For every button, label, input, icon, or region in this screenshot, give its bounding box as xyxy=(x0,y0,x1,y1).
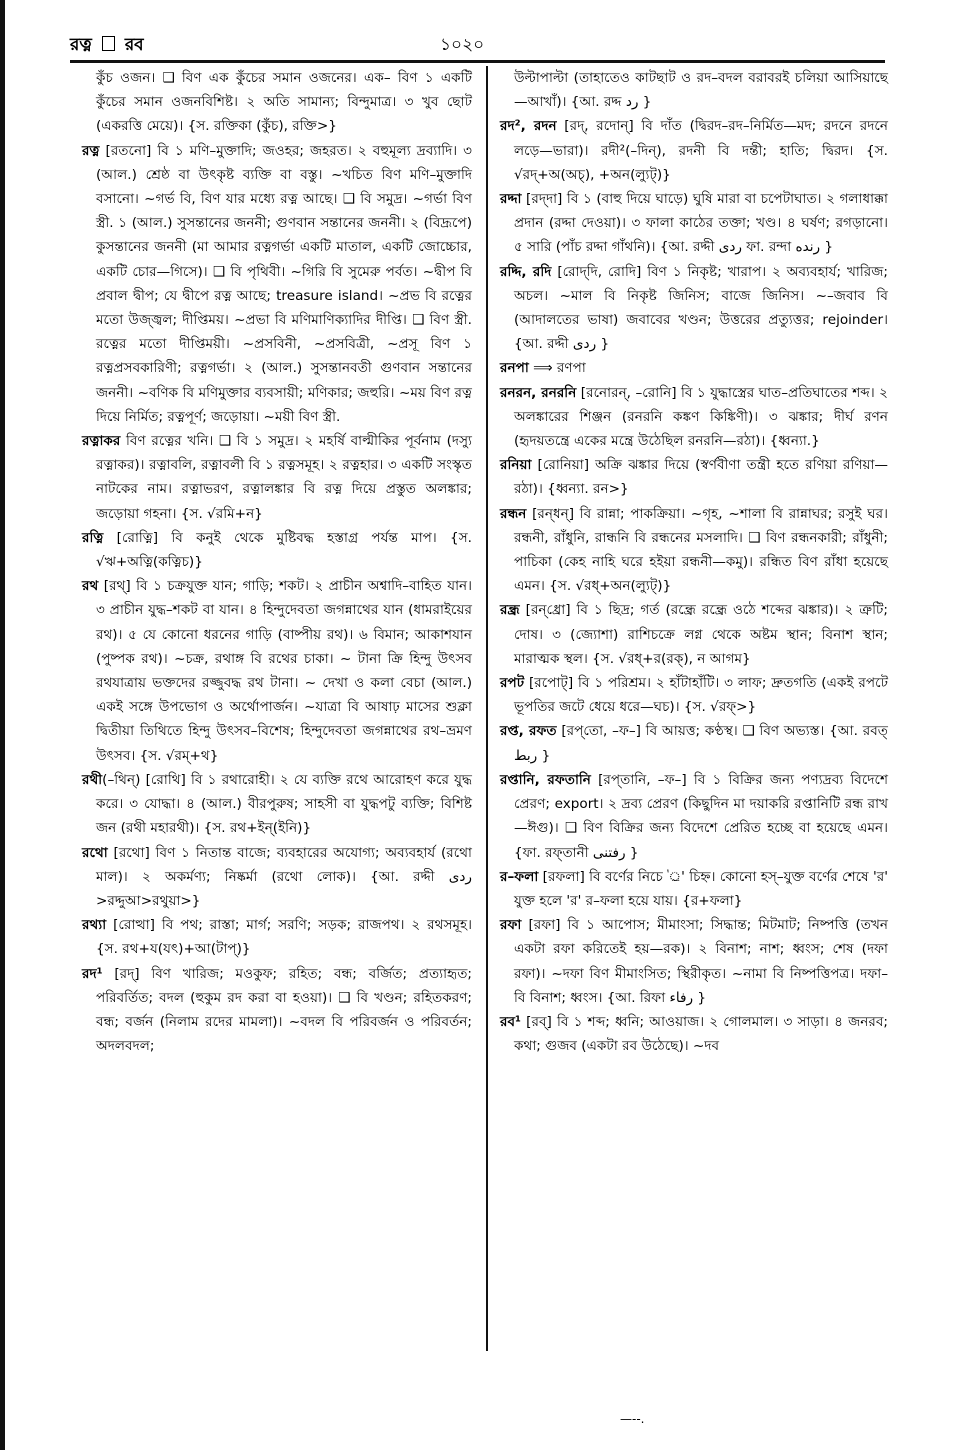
entry-definition: [রনোরন্, –রোনি] বি ১ যুদ্ধাস্ত্রের ঘাত–প্রতিঘাতের শব্দ। ২ অলঙ্কারের শিঞ্জন (রনরনি কঙ্কণ কিঙ্কিণী)। ৩ ঝঙ্কার; দীর্ঘ রণন (হৃদয়তন্ত্রে একের মন্ত্রে উঠেছিল রনরনি—রঠা)। {ধ্বন্যা.} xyxy=(514,384,888,450)
entry-definition: উল্টাপাল্টা (তাহাতেও কাটছাট ও রদ–বদল বরাবরই চলিয়া আসিয়াছে—আখাঁ)। {আ. রদ্দ رد } xyxy=(514,70,888,111)
entry-definition: [রফলা] বি বর্ণের নিচে '্র' চিহ্ন। কোনো হস্‌–যুক্ত বর্ণের শেষে 'র' যুক্ত হলে 'র' র–ফলা হয়ে যায়। {র+ফলা} xyxy=(514,868,888,909)
entry-headword: রব¹ xyxy=(500,1013,521,1030)
column-divider xyxy=(486,66,488,1351)
entry-headword: রনিয়া xyxy=(500,457,532,474)
entry-headword: র–ফলা xyxy=(500,868,539,885)
dictionary-entry xyxy=(500,913,888,1010)
dictionary-entry xyxy=(82,526,472,574)
page-number: ১০২০ xyxy=(440,35,485,55)
entry-headword: রনরন, রনরনি xyxy=(500,384,577,401)
entry-headword: রথ xyxy=(82,578,99,595)
entry-definition: [রথো] বিণ ১ নিতান্ত বাজে; ব্যবহারের অযোগ্য; অব্যবহার্য (রথো মাল)। ২ অকর্মণ্য; নিষ্কর্মা (রথো লোক)। {আ. রদ্দী ردی >রদ্দুআ>রথুয়া>} xyxy=(96,844,472,909)
entry-continuation xyxy=(500,66,888,114)
entry-headword: রদ্দি, রদি xyxy=(500,263,552,280)
dictionary-entry xyxy=(500,453,888,501)
entry-headword: রত্ন xyxy=(82,142,100,159)
right-column xyxy=(500,66,888,1058)
dictionary-entry xyxy=(500,356,888,380)
dictionary-entry xyxy=(500,187,888,260)
page-header xyxy=(70,32,890,58)
dictionary-entry xyxy=(500,768,888,865)
entry-definition: [রপোট্] বি ১ পরিশ্রম। ২ হাঁটাহাঁটি। ৩ লাফ; দ্রুতগতি (একই রপটে ভূপতির জটে ধেয়ে ধরে—ঘচ)। {স. √রফ্>} xyxy=(514,675,888,716)
dictionary-entry xyxy=(500,502,888,599)
entry-headword: রফা xyxy=(500,917,522,934)
entry-headword: রনপা xyxy=(500,360,529,377)
dictionary-entry xyxy=(500,671,888,719)
entry-headword: রপ্তানি, রফতানি xyxy=(500,771,591,788)
entry-definition: [রোনিয়া] অক্রি ঝঙ্কার দিয়ে (স্বর্ণবীণা তন্ত্রী হতে রণিয়া রণিয়া—রঠা)। {ধ্বন্যা. রন>} xyxy=(514,457,888,498)
entry-definition: [রন্‌ধ্রো] বি ১ ছিদ্র; গর্ত (রন্ধ্রে রন্ধ্রে ওঠে শব্দের ঝঙ্কার)। ২ ত্রুটি; দোষ। ৩ (জ্যোশা) রাশিচক্রে লগ্ন থেকে অষ্টম স্থান; বিনাশ স্থান; মারাত্মক স্থল। {স. √রধ্+র(রক্), ন আগম} xyxy=(514,602,888,667)
entry-headword: রথ্যা xyxy=(82,917,107,934)
entry-headword: রদ্দা xyxy=(500,191,522,208)
dictionary-entry xyxy=(500,865,888,913)
entry-definition: কুঁচ ওজন। ❑ বিণ এক কুঁচের সমান ওজনের। এক– বিণ ১ একটি কুঁচের সমান ওজনবিশিষ্ট। ২ অতি সামান্য; বিন্দুমাত্র। ৩ খুব ছোট (একরত্তি মেয়ে)। {স. রক্তিকা (কুঁচ), রক্তি>} xyxy=(96,70,472,135)
header-rule xyxy=(70,60,885,63)
guide-word-last: রব xyxy=(124,35,144,55)
entry-definition: [রদ্] বিণ খারিজ; মওকুফ; রহিত; বন্ধ; বর্জিত; প্রত্যাহৃত; পরিবর্তিত; বদল (হুকুম রদ করা বা হওয়া)। ❑ বি খণ্ডন; রহিতকরণ; বন্ধ; বর্জন (নিলাম রদের মামলা)। ~বদল বি পরিবর্জন ও পরিবর্তন; অদলবদল; xyxy=(96,965,472,1055)
entry-definition: [রতনো] বি ১ মণি–মুক্তাদি; জওহর; জহরত। ২ বহুমূল্য দ্রব্যাদি। ৩ (আল.) শ্রেষ্ঠ বা উৎকৃষ্ট ব্যক্তি বা বস্তু। ~খচিত বিণ মণি–মুক্তাদি বসানো। ~গর্ভ বি, বিণ যার মধ্যে রত্ন আছে। ❑ বি সমুদ্র। ~গর্ভা বিণ স্ত্রী. ১ (আল.) সুসন্তানের জননী; গুণবান সন্তানের জননী। ২ (বিদ্রূপে) কুসন্তানের জননী (মা আমার রত্নগর্ভা একটি মাতাল, একটি জোচ্চোর, একটি চোর—গিসে)। ❑ বি পৃথিবী। ~গিরি বি সুমেরু পর্বত। ~দ্বীপ বি প্রবাল দ্বীপ; যে দ্বীপে রত্ন আছে; treasure island। ~প্রভ বি রত্নের মতো উজ্জ্বল; দীপ্তিময়। ~প্রভা বি মণিমাণিক্যাদির দীপ্তি। ❑ বিণ স্ত্রী. রত্নের মতো দীপ্তিময়ী। ~প্রসবিনী, ~প্রসবিত্রী, ~প্রসূ বিণ ১ রত্নপ্রসবকারিণী; রত্নগর্ভা। ২ (আল.) সুসন্তানবতী গুণবান সন্তানের জননী। ~বণিক বি মণিমুক্তার ব্যবসায়ী; মণিকার; জহুরি। ~ময় বিণ রত্ন দিয়ে নির্মিত; রত্নপূর্ণ; জড়োয়া। ~ময়ী বিণ স্ত্রী. xyxy=(96,142,472,425)
left-column xyxy=(82,66,472,1058)
entry-headword: রথী xyxy=(82,771,103,788)
entry-definition: [রোদ্‌দি, রোদি] বিণ ১ নিকৃষ্ট; খারাপ। ২ অব্যবহার্য; খারিজ; অচল। ~মাল বি নিকৃষ্ট জিনিস; বাজে জিনিস। ~–জবাব বি (আদালতের ভাষা) জবাবের খণ্ডন; উত্তরের প্রত্যুত্তর; rejoinder। {আ. রদ্দী ردی } xyxy=(514,263,888,353)
dictionary-entry xyxy=(82,768,472,841)
dictionary-entry xyxy=(500,598,888,671)
dictionary-entry xyxy=(82,913,472,961)
dictionary-entry xyxy=(500,719,888,767)
entry-definition: বিণ রত্নের খনি। ❑ বি ১ সমুদ্র। ২ মহর্ষি বাল্মীকির পূর্বনাম (দস্যু রত্নাকর)। রত্নাবলি, রত্নাবলী বি ১ রত্নসমূহ। ২ রত্নহার। ৩ একটি সংস্কৃত নাটকের নাম। রত্নাভরণ, রত্নালঙ্কার বি রত্ন দিয়ে প্রস্তুত অলঙ্কার; জড়োয়া গহনা। {স. √রমি+ন} xyxy=(96,433,472,522)
entry-definition: [রফা] বি ১ আপোস; মীমাংসা; সিদ্ধান্ত; মিটমাট; নিষ্পত্তি (তখন একটা রফা করিতেই হয়—রক)। ২ বিনাশ; নাশ; ধ্বংস; শেষ (দফা রফা)। ~দফা বিণ মীমাংসিত; স্থিরীকৃত। ~নামা বি নিষ্পত্তিপত্র। দফা– বি বিনাশ; ধ্বংস। {আ. রিফা رفاء } xyxy=(514,917,888,1006)
entry-definition: [রপ্‌তো, –ফ–] বি আয়ত্ত; কণ্ঠস্থ। ❑ বিণ অভ্যস্ত। {আ. রবত্ ربط } xyxy=(514,723,888,764)
dictionary-entry xyxy=(82,841,472,914)
dictionary-entry xyxy=(500,260,888,357)
dictionary-entry xyxy=(82,139,472,429)
entry-definition: [রোত্থা] বি পথ; রাস্তা; মার্গ; সরণি; সড়ক; রাজপথ। ২ রথসমূহ। {স. রথ+য(যৎ)+আ(টাপ্)} xyxy=(96,917,472,958)
guide-words xyxy=(70,32,144,60)
entry-definition: [রথ্] বি ১ চক্রযুক্ত যান; গাড়ি; শকট। ২ প্রাচীন অশ্বাদি–বাহিত যান। ৩ প্রাচীন যুদ্ধ–শকট বা যান। ৪ হিন্দুদেবতা জগন্নাথের যান (ধামরাইয়ের রথ)। ৫ যে কোনো ধরনের গাড়ি (বাষ্পীয় রথ)। ৬ বিমান; আকাশযান (পুষ্পক রথ)। ~চক্র, রথাঙ্গ বি রথের চাকা। ~ টানা ক্রি হিন্দু উৎসব রথযাত্রায় ভক্তদের রজ্জুবদ্ধ রথ টানা। ~ দেখা ও কলা বেচা (আল.) একই সঙ্গে উপভোগ ও অর্থোপার্জন। ~যাত্রা বি আষাঢ় মাসের শুক্লা দ্বিতীয়া তিথিতে হিন্দু উৎসব–বিশেষ; হিন্দুদেবতা জগন্নাথের রথ–ভ্রমণ উৎসব। {স. √রম্+থ} xyxy=(96,578,472,764)
scan-edge-mark xyxy=(0,0,5,1450)
dictionary-entry xyxy=(82,962,472,1059)
entry-headword: রত্নাকর xyxy=(82,433,121,450)
dictionary-entry xyxy=(82,429,472,526)
entry-definition: ⟹ রণপা xyxy=(528,360,586,377)
dictionary-entry xyxy=(82,574,472,768)
entry-headword: রন্ধন xyxy=(500,505,527,522)
entry-headword: রথো xyxy=(82,844,108,861)
entry-definition: [রদ্, রদোন্] বি দাঁত (দ্বিরদ–রদ–নির্মিত—মদ; রদনে রদনে লড়ে—ভারা)। রদী²(–দিন্), রদনী বি দন্তী; হাতি; দ্বিরদ। {স. √রদ্+অ(অচ্), +অন(ল্যুট্)} xyxy=(514,118,888,183)
entry-headword: রপট xyxy=(500,675,525,692)
entry-headword: রদ², রদন xyxy=(500,118,557,135)
entry-definition: (–থিন্) [রোথি] বি ১ রথারোহী। ২ যে ব্যক্তি রথে আরোহণ করে যুদ্ধ করে। ৩ যোদ্ধা। ৪ (আল.) বীরপুরুষ; সাহসী বা যুদ্ধপটু ব্যক্তি; বিশিষ্ট জন (রথী মহারথী)। {স. রথ+ইন্(ইনি)} xyxy=(96,771,472,837)
entry-headword: রন্ধ্র xyxy=(500,602,520,619)
footer-mark: —--. xyxy=(620,1412,645,1426)
dictionary-entry xyxy=(500,1010,888,1058)
guide-word-first: রত্ন xyxy=(70,35,92,55)
entry-definition: [রদ্‌দা] বি ১ (বাহু দিয়ে ঘাড়ে) ঘুষি মারা বা চপেটাঘাত। ২ গলাধাক্কা প্রদান (রদ্দা দেওয়া)। ৩ ফালা কাঠের তক্তা; খণ্ড। ৪ ঘর্ষণ; রগড়ানো। ৫ সারি (পাঁচ রদ্দা গাঁথনি)। {আ. রদ্দী ردی ফা. রন্দা رنده } xyxy=(514,191,888,256)
box-separator-icon xyxy=(102,36,115,51)
entry-headword: রদ¹ xyxy=(82,965,103,982)
entry-definition: [রব্] বি ১ শব্দ; ধ্বনি; আওয়াজ। ২ গোলমাল। ৩ সাড়া। ৪ জনরব; কথা; গুজব (একটা রব উঠেছে)। ~দব xyxy=(514,1013,888,1055)
entry-headword: রত্নি xyxy=(82,529,104,546)
dictionary-entry xyxy=(500,381,888,454)
entry-definition: [রন্‌ধন্] বি রান্না; পাকক্রিয়া। ~গৃহ, ~শালা বি রান্নাঘর; রসুই ঘর। রন্ধনী, রাঁধুনি, রান্ধনি বি রন্ধনের মসলাদি। ❑ বিণ রন্ধনকারী; রাঁধুনী; পাচিকা (কেহ নাহি ঘরে হইয়া রন্ধনী—কমু)। রন্ধিত বিণ রাঁধা হয়েছে এমন। {স. √রধ্+অন(ল্যুট্)} xyxy=(514,505,888,595)
entry-continuation xyxy=(82,66,472,139)
entry-headword: রপ্ত, রফত xyxy=(500,723,557,740)
entry-definition: [রোত্নি] বি কনুই থেকে মুষ্টিবদ্ধ হস্তাগ্র পর্যন্ত মাপ। {স. √ঋ+অত্নি(কত্নিচ)} xyxy=(96,529,472,571)
dictionary-entry xyxy=(500,114,888,187)
entry-definition: [রপ্‌তানি, –ফ–] বি ১ বিক্রির জন্য পণ্যদ্রব্য বিদেশে প্রেরণ; export। ২ দ্রব্য প্রেরণ (কিছুদিন মা দয়াকরি রপ্তানিটি রন্ধ রাখ—ঈগু)। ❑ বিণ বিক্রির জন্য বিদেশে প্রেরিত হচ্ছে বা হয়েছে এমন। {ফা. রফ্‌তানী رفتنی } xyxy=(514,771,888,861)
